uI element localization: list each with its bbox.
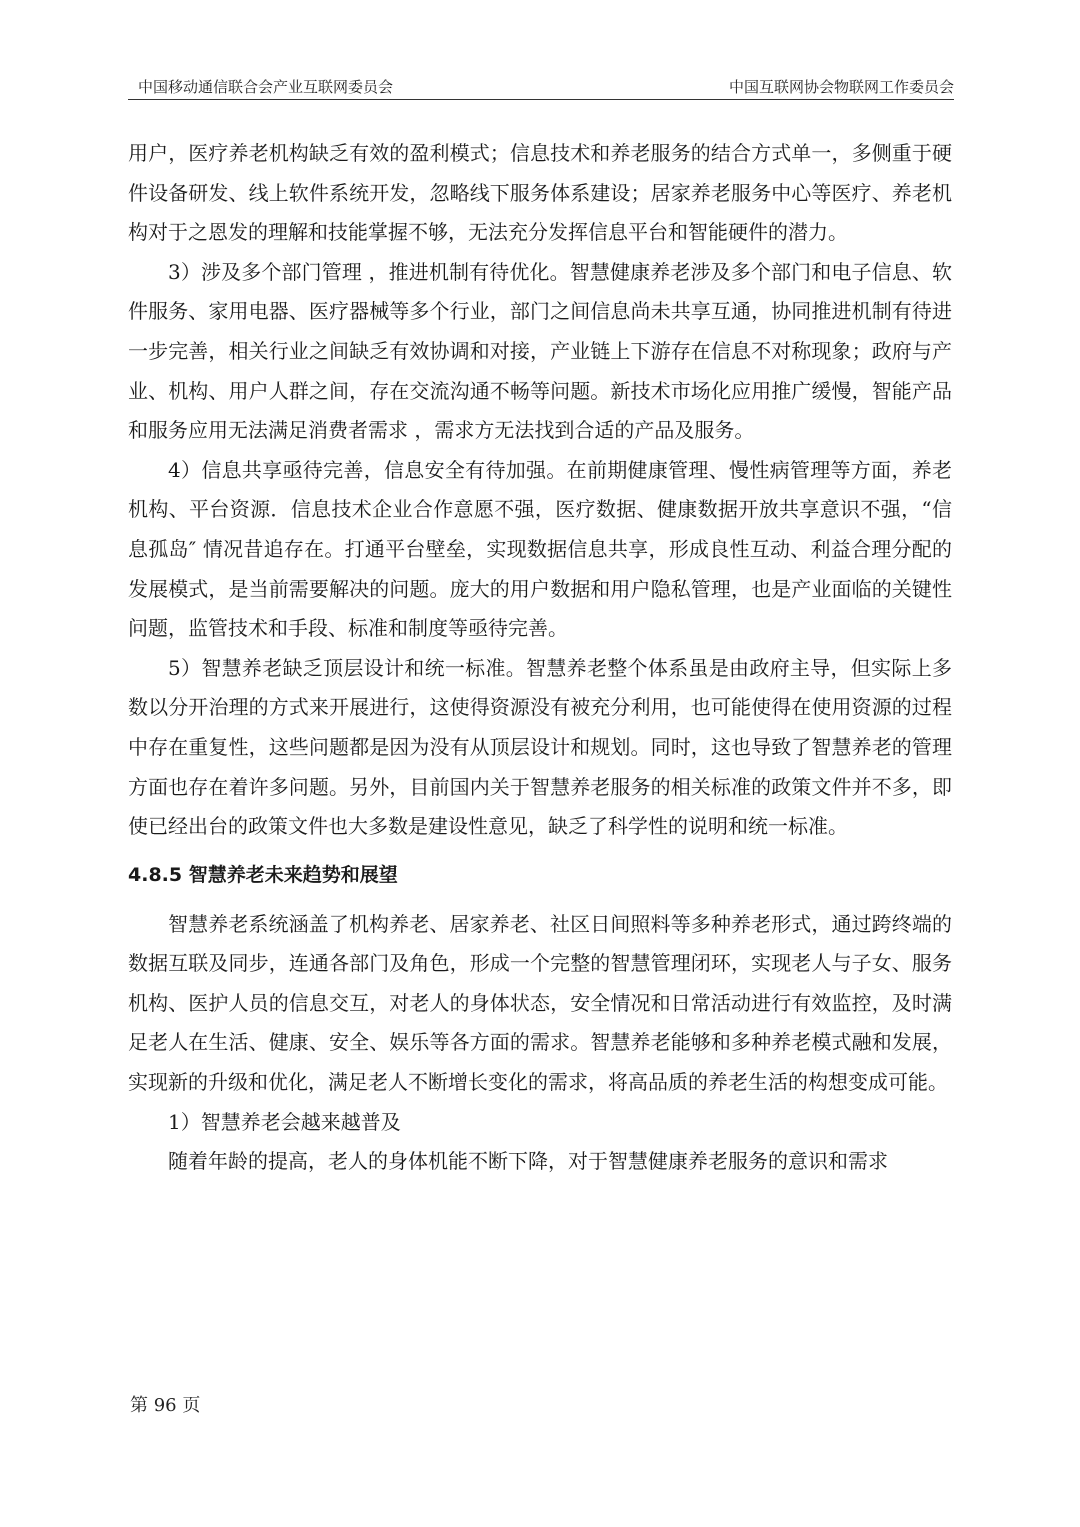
page-header [128, 76, 954, 100]
page-body [128, 134, 952, 1182]
header-right-org: 中国互联网协会物联网工作委员会 [728, 78, 954, 96]
paragraph-item-5: 5）智慧养老缺乏顶层设计和统一标准。智慧养老整个体系虽是由政府主导，但实际上多数以分开治理的方式来开展进行，这使得资源没有被充分利用，也可能使得在使用资源的过程中存在重复性，这些问题都是因为没有从顶层设计和规划。同时，这也导致了智慧养老的管理方面也存在着许多问题。另外，目前国内关于智慧养老服务的相关标准的政策文件并不多，即使已经出台的政策文件也大多数是建设性意见，缺乏了科学性的说明和统一标准。 [128, 655, 952, 839]
paragraph-continued: 用户，医疗养老机构缺乏有效的盈利模式；信息技术和养老服务的结合方式单一，多侧重于硬件设备研发、线上软件系统开发，忽略线下服务体系建设；居家养老服务中心等医疗、养老机构对于之恩发的理解和技能掌握不够，无法充分发挥信息平台和智能硬件的潜力。 [128, 141, 952, 245]
section-heading: 4.8.5 智慧养老未来趋势和展望 [128, 863, 398, 886]
paragraph-item-4: 4）信息共享亟待完善，信息安全有待加强。在前期健康管理、慢性病管理等方面，养老机构、平台资源．信息技术企业合作意愿不强，医疗数据、健康数据开放共享意识不强，“信息孤岛″ 情况昔追存在。打通平台壁垒，实现数据信息共享，形成良性互动、利益合理分配的发展模式，是当前需要解决的问题。庞大的用户数据和用户隐私管理，也是产业面临的关键性问题，监管技术和手段、标准和制度等亟待完善。 [128, 457, 952, 641]
paragraph-item-3: 3）涉及多个部门管理 ，推进机制有待优化。智慧健康养老涉及多个部门和电子信息、软件服务、家用电器、医疗器械等多个行业，部门之间信息尚未共享互通，协同推进机制有待进一步完善，相关行业之间缺乏有效协调和对接，产业链上下游存在信息不对称现象；政府与产业、机构、用户人群之间，存在交流沟通不畅等问题。新技术市场化应用推广缓慢，智能产品和服务应用无法满足消费者需求 ，需求方无法找到合适的产品及服务。 [128, 259, 952, 443]
section-paragraph-trend-1: 随着年龄的提高，老人的身体机能不断下降，对于智慧健康养老服务的意识和需求 [168, 1149, 888, 1174]
section-subheading-1: 1）智慧养老会越来越普及 [168, 1109, 401, 1134]
header-left-org: 中国移动通信联合会产业互联网委员会 [138, 78, 394, 96]
page-number: 第 96 页 [130, 1395, 201, 1416]
section-paragraph-intro: 智慧养老系统涵盖了机构养老、居家养老、社区日间照料等多种养老形式，通过跨终端的数据互联及同步，连通各部门及角色，形成一个完整的智慧管理闭环，实现老人与子女、服务机构、医护人员的信息交互，对老人的身体状态，安全情况和日常活动进行有效监控，及时满足老人在生活、健康、安全、娱乐等各方面的需求。智慧养老能够和多种养老模式融和发展，实现新的升级和优化，满足老人不断增长变化的需求，将高品质的养老生活的构想变成可能。 [128, 911, 952, 1095]
header-divider [128, 99, 954, 100]
